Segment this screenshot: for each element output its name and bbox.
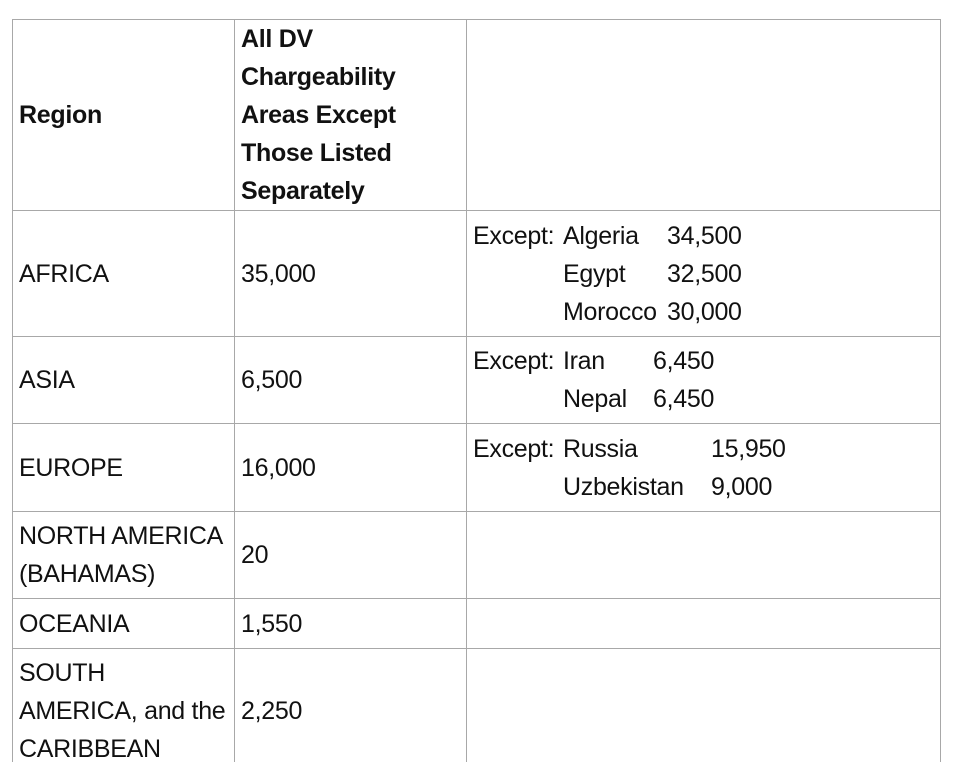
exceptions-cell <box>467 649 941 762</box>
value-cell: 2,250 <box>235 649 467 762</box>
exception-line <box>473 255 934 293</box>
exceptions-cell <box>467 599 941 649</box>
exceptions-cell <box>467 337 941 424</box>
table-row <box>13 337 941 424</box>
table-row <box>13 424 941 512</box>
exception-prefix <box>473 293 563 331</box>
table-row <box>13 211 941 337</box>
value-cell: 35,000 <box>235 211 467 337</box>
exception-country: Egypt <box>563 259 626 288</box>
exception-country: Russia <box>563 434 638 463</box>
value-cell: 1,550 <box>235 599 467 649</box>
exception-value: 6,450 <box>653 347 715 375</box>
table-header-row <box>13 20 941 211</box>
exception-prefix <box>473 468 563 506</box>
region-cell: NORTH AMERICA (BAHAMAS) <box>13 512 235 599</box>
exception-prefix <box>473 255 563 293</box>
value-cell: 20 <box>235 512 467 599</box>
exception-value: 9,000 <box>711 472 773 501</box>
exceptions-cell <box>467 211 941 337</box>
exception-value: 15,950 <box>711 434 786 463</box>
exception-prefix: Except: <box>473 221 555 250</box>
exception-line <box>473 217 934 255</box>
exception-line <box>473 293 934 331</box>
value-cell: 16,000 <box>235 424 467 512</box>
exception-line <box>473 380 934 418</box>
region-cell: AFRICA <box>13 211 235 337</box>
exception-prefix: Except: <box>473 434 555 463</box>
exception-country: Nepal <box>563 385 627 413</box>
exceptions-column-header <box>467 20 941 211</box>
dv-chargeability-table <box>12 19 941 762</box>
all-dv-areas-column-header: All DV Chargeability Areas Except Those Listed Separately <box>235 20 467 211</box>
exception-value: 32,500 <box>667 259 742 288</box>
exception-prefix <box>473 380 563 418</box>
exception-country: Algeria <box>563 221 639 250</box>
table-row <box>13 649 941 762</box>
exception-line <box>473 342 934 380</box>
region-cell: EUROPE <box>13 424 235 512</box>
region-cell: SOUTH AMERICA, and the CARIBBEAN <box>13 649 235 762</box>
exception-country: Uzbekistan <box>563 472 684 501</box>
exception-prefix: Except: <box>473 347 555 375</box>
exceptions-cell <box>467 424 941 512</box>
exception-value: 34,500 <box>667 221 742 250</box>
exception-value: 6,450 <box>653 385 715 413</box>
region-cell: ASIA <box>13 337 235 424</box>
value-cell: 6,500 <box>235 337 467 424</box>
exceptions-cell <box>467 512 941 599</box>
exception-value: 30,000 <box>667 297 742 326</box>
exception-country: Iran <box>563 347 605 375</box>
exception-line <box>473 430 934 468</box>
exception-line <box>473 468 934 506</box>
table-row <box>13 512 941 599</box>
region-column-header: Region <box>13 20 235 211</box>
exception-country: Morocco <box>563 297 657 326</box>
table-row <box>13 599 941 649</box>
region-cell: OCEANIA <box>13 599 235 649</box>
